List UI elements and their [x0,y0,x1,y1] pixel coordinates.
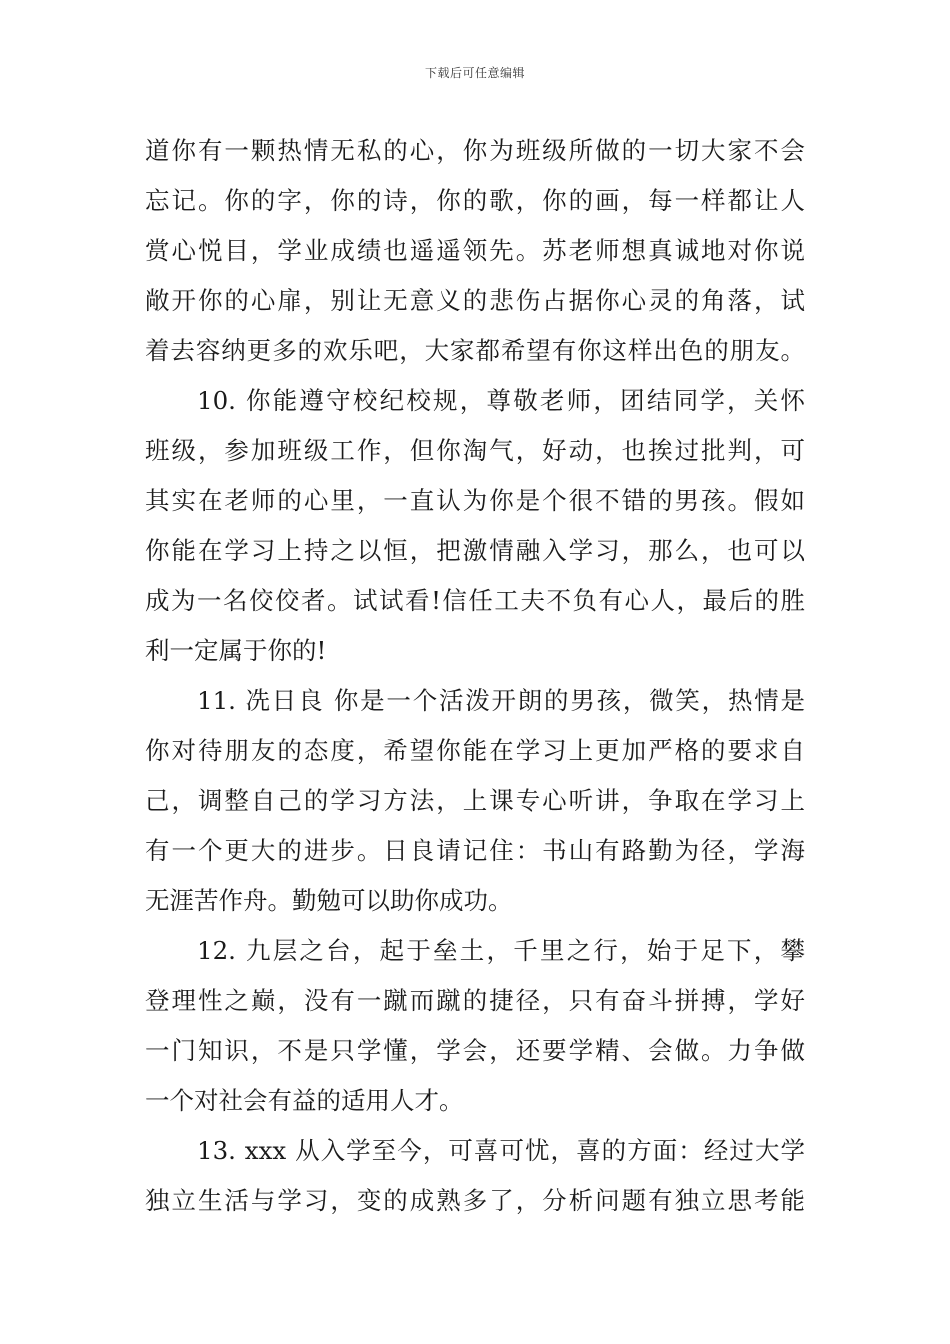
paragraph-11 [145,676,805,926]
paragraph-12 [145,926,805,1126]
text-line: 独立生活与学习，变的成熟多了，分析问题有独立思考能 [145,1186,805,1215]
paragraph-continuation [145,126,805,376]
text-line: 登理性之巅，没有一蹴而蹴的捷径，只有奋斗拼搏，学好 [145,986,805,1015]
text-line: 敞开你的心扉，别让无意义的悲伤占据你心灵的角落，试 [145,286,805,315]
text-line: 其实在老师的心里，一直认为你是个很不错的男孩。假如 [145,486,805,515]
paragraph-10 [145,376,805,676]
text-line: 你对待朋友的态度，希望你能在学习上更加严格的要求自 [145,736,805,765]
text-line: 忘记。你的字，你的诗，你的歌，你的画，每一样都让人 [145,186,805,215]
text-line: 道你有一颗热情无私的心，你为班级所做的一切大家不会 [145,136,805,165]
text-line: 13. xxx 从入学至今，可喜可忧，喜的方面：经过大学 [197,1136,805,1165]
text-line: 你能在学习上持之以恒，把激情融入学习，那么，也可以 [145,536,805,565]
document-body [145,126,805,1226]
text-line: 10. 你能遵守校纪校规，尊敬老师，团结同学，关怀 [197,386,805,415]
text-line: 班级，参加班级工作，但你淘气，好动，也挨过批判，可 [145,436,805,465]
text-line: 利一定属于你的! [145,636,327,665]
text-line: 12. 九层之台，起于垒土，千里之行，始于足下，攀 [197,936,805,965]
text-line: 己，调整自己的学习方法，上课专心听讲，争取在学习上 [145,786,805,815]
page-header: 下载后可任意编辑 [424,66,525,80]
paragraph-13 [145,1126,805,1226]
text-line: 成为一名佼佼者。试试看!信任工夫不负有心人，最后的胜 [145,586,805,615]
text-line: 一个对社会有益的适用人才。 [145,1086,464,1115]
text-line: 一门知识，不是只学懂，学会，还要学精、会做。力争做 [145,1036,805,1065]
text-line: 有一个更大的进步。日良请记住：书山有路勤为径，学海 [145,836,805,865]
text-line: 无涯苦作舟。勤勉可以助你成功。 [145,886,513,915]
text-line: 11. 冼日良 你是一个活泼开朗的男孩，微笑，热情是 [197,686,805,715]
text-line: 赏心悦目，学业成绩也遥遥领先。苏老师想真诚地对你说 [145,236,805,265]
text-line: 着去容纳更多的欢乐吧，大家都希望有你这样出色的朋友。 [145,336,805,365]
